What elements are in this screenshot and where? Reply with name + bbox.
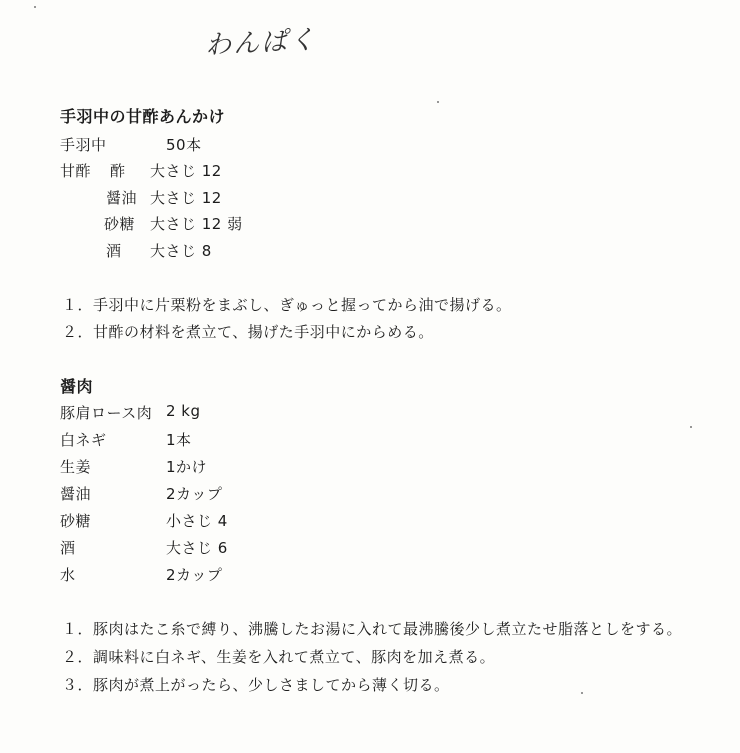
scan-speck [34, 6, 36, 8]
recipe2-ingredient-name: 砂糖 [60, 512, 92, 530]
recipe1-sauce-ingredient-amount: 大さじ 12 [150, 162, 222, 180]
recipe2-ingredient-amount: 2 kg [166, 402, 201, 420]
recipe1-main-ingredient-name: 手羽中 [60, 136, 107, 154]
recipe2-ingredient-amount: 1かけ [166, 458, 208, 476]
recipe1-main-ingredient-amount: 50本 [166, 136, 202, 154]
recipe2-ingredient-name: 豚肩ロース肉 [60, 404, 153, 422]
recipe2-ingredient-name: 醤油 [60, 485, 92, 503]
recipe2-ingredient-amount: 2カップ [166, 566, 223, 584]
recipe2-step: １．豚肉はたこ糸で縛り、沸騰したお湯に入れて最沸騰後少し煮立たせ脂落としをする。 [62, 620, 683, 638]
handwritten-note: わんぱく [204, 25, 318, 61]
recipe1-sauce-ingredient-amount: 大さじ 12 弱 [150, 215, 243, 233]
recipe1-sauce-ingredient-name: 酒 [106, 242, 122, 260]
recipe2-ingredient-name: 水 [60, 566, 76, 584]
recipe2-step: ３．豚肉が煮上がったら、少しさましてから薄く切る。 [62, 676, 450, 694]
recipe2-title: 醤肉 [60, 377, 94, 396]
recipe2-ingredient-name: 酒 [60, 539, 76, 557]
recipe2-ingredient-name: 白ネギ [60, 431, 107, 449]
recipe1-sauce-group-label: 甘酢 [60, 162, 92, 180]
recipe1-sauce-ingredient-amount: 大さじ 8 [150, 242, 212, 260]
scan-speck [437, 101, 439, 103]
recipe1-sauce-ingredient-name: 醤油 [106, 189, 138, 207]
recipe1-step: ２．甘酢の材料を煮立て、揚げた手羽中にからめる。 [62, 323, 434, 341]
recipe1-sauce-ingredient-amount: 大さじ 12 [150, 189, 222, 207]
scan-speck [581, 692, 583, 694]
recipe2-ingredient-amount: 2カップ [166, 485, 223, 503]
recipe2-ingredient-amount: 小さじ 4 [166, 512, 228, 530]
recipe2-ingredient-amount: 大さじ 6 [166, 539, 228, 557]
recipe1-sauce-ingredient-name: 砂糖 [104, 215, 136, 233]
recipe2-step: ２．調味料に白ネギ、生姜を入れて煮立て、豚肉を加え煮る。 [62, 648, 496, 666]
recipe1-title: 手羽中の甘酢あんかけ [60, 107, 226, 126]
recipe1-step: １．手羽中に片栗粉をまぶし、ぎゅっと握ってから油で揚げる。 [62, 296, 512, 314]
recipe1-sauce-ingredient-name: 酢 [110, 162, 126, 180]
recipe2-ingredient-name: 生姜 [60, 458, 92, 476]
recipe2-ingredient-amount: 1本 [166, 431, 192, 449]
scan-speck [690, 426, 692, 428]
